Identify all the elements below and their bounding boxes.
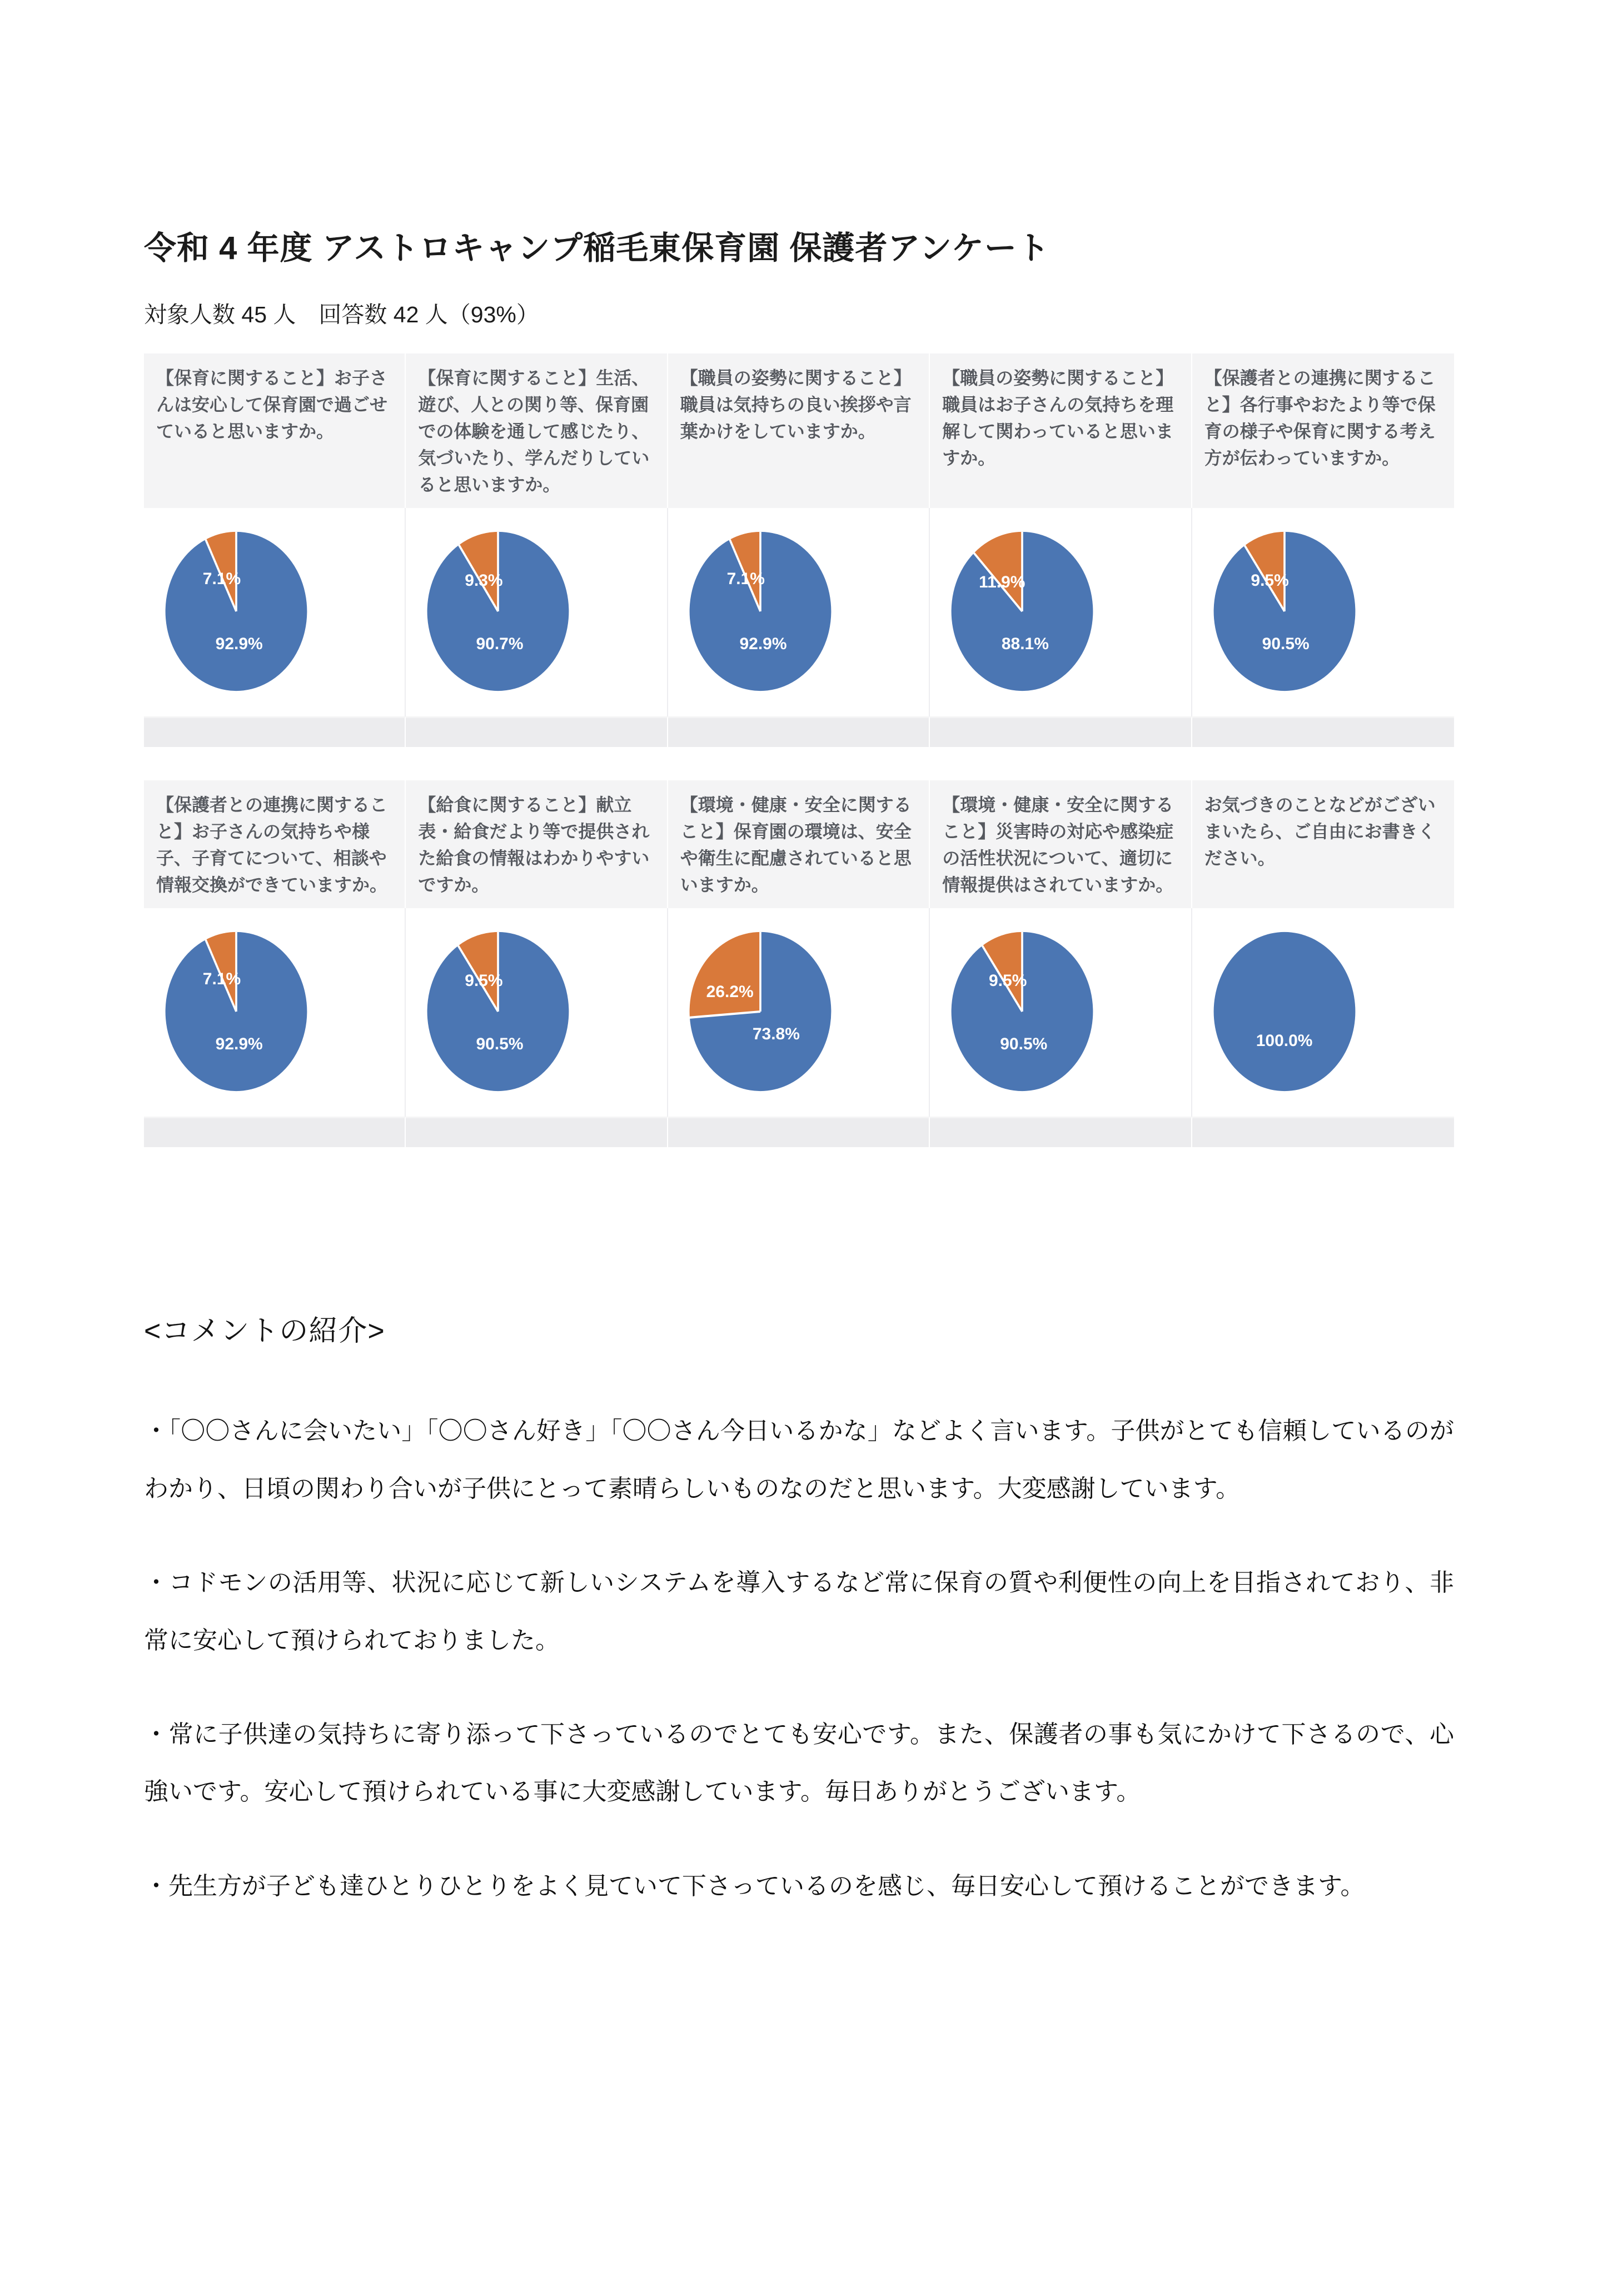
pie-percent-label: 9.5% [465,971,503,990]
footer-cell [144,1117,406,1147]
question-cell: 【保護者との連携に関すること】お子さんの気持ちや様子、子育てについて、相談や情報交換ができていますか。 [144,780,406,908]
pie-percent-label: 100.0% [1256,1031,1313,1050]
comment-item: ・コドモンの活用等、状況に応じて新しいシステムを導入するなど常に保育の質や利便性の向上を目指されており、非常に安心して預けられておりました。 [144,1569,1454,1654]
question-cell: 【職員の姿勢に関すること】職員は気持ちの良い挨拶や言葉かけをしていますか。 [668,353,930,508]
chart-cell [406,508,668,716]
footer-cell [1192,1117,1454,1147]
survey-report-page [0,22,1608,2296]
survey-results-grid [144,353,1454,1147]
comment-item: ・「〇〇さんに会いたい」「〇〇さん好き」「〇〇さん今日いるかな」などよく言います。子供がとても信頼しているのがわかり、日頃の関わり合いが子供にとって素晴らしいものなのだと思います。大変感謝しています。 [144,1417,1454,1502]
footer-cell [1192,716,1454,747]
pie-percent-label: 7.1% [202,569,241,588]
question-cell: 【給食に関すること】献立表・給食だより等で提供された給食の情報はわかりやすいですか。 [406,780,668,908]
respondent-stats: 対象人数 45 人 回答数 42 人（93%） [144,302,539,328]
pie-percent-label: 90.5% [1000,1034,1048,1053]
pie-percent-label: 9.3% [465,571,503,590]
comment-item: ・先生方が子ども達ひとりひとりをよく見ていて下さっているのを感じ、毎日安心して預けることができます。 [144,1872,1365,1900]
question-cell: 【保護者との連携に関すること】各行事やおたより等で保育の様子や保育に関する考え方が伝わっていますか。 [1192,353,1454,508]
comment-item: ・常に子供達の気持ちに寄り添って下さっているのでとても安心です。また、保護者の事も気にかけて下さるので、心強いです。安心して預けられている事に大変感謝しています。毎日ありがとうございます。 [144,1720,1454,1806]
pie-chart-10 [1212,930,1357,1093]
footer-cell [406,716,668,747]
footer-cell [668,716,930,747]
chart-cell [406,908,668,1117]
footer-cell [930,716,1192,747]
pie-percent-label: 9.5% [988,971,1027,990]
pie-percent-label: 11.9% [979,572,1025,591]
question-cell: 【保育に関すること】生活、遊び、人との関り等、保育園での体験を通して感じたり、気づいたり、学んだりしていると思いますか。 [406,353,668,508]
chart-cell [668,508,930,716]
pie-percent-label: 7.1% [726,569,765,588]
question-cell: お気づきのことなどがございまいたら、ご自由にお書きください。 [1192,780,1454,908]
comments-heading: <コメントの紹介> [144,1315,385,1348]
comments-section [144,1307,1454,1915]
pie-chart-6 [164,930,308,1093]
pie-percent-label: 26.2% [706,983,754,1002]
page-title: 令和 4 年度 アストロキャンプ稲毛東保育園 保護者アンケート [144,230,1050,266]
pie-percent-label: 90.5% [1262,634,1310,653]
question-cell: 【環境・健康・安全に関すること】災害時の対応や感染症の活性状況について、適切に情報提供はされていますか。 [930,780,1192,908]
chart-cell [1192,908,1454,1117]
question-cell: 【職員の姿勢に関すること】職員はお子さんの気持ちを理解して関わっていると思いますか。 [930,353,1192,508]
pie-chart-9 [950,930,1094,1093]
pie-chart-8 [688,930,833,1093]
pie-percent-label: 90.7% [476,634,524,653]
chart-cell [144,908,406,1117]
pie-percent-label: 92.9% [215,634,263,653]
pie-percent-label: 73.8% [752,1025,800,1044]
pie-percent-label: 9.5% [1251,571,1289,590]
footer-cell [668,1117,930,1147]
footer-cell [406,1117,668,1147]
footer-cell [144,716,406,747]
pie-chart-4 [950,530,1094,693]
question-cell: 【保育に関すること】お子さんは安心して保育園で過ごせていると思いますか。 [144,353,406,508]
chart-cell [668,908,930,1117]
footer-cell [930,1117,1192,1147]
pie-chart-5 [1212,530,1357,693]
pie-percent-label: 88.1% [1001,634,1049,653]
question-cell: 【環境・健康・安全に関すること】保育園の環境は、安全や衛生に配慮されていると思いますか。 [668,780,930,908]
pie-chart-2 [426,530,570,693]
pie-chart-3 [688,530,833,693]
pie-percent-label: 92.9% [739,634,787,653]
comment-list [144,1402,1454,1915]
pie-percent-label: 90.5% [476,1034,524,1053]
chart-cell [1192,508,1454,716]
pie-chart-7 [426,930,570,1093]
pie-percent-label: 92.9% [215,1034,263,1053]
survey-row-2 [144,780,1454,1147]
chart-cell [144,508,406,716]
chart-cell [930,908,1192,1117]
pie-chart-1 [164,530,308,693]
chart-cell [930,508,1192,716]
survey-row-1 [144,353,1454,747]
pie-percent-label: 7.1% [202,969,241,988]
